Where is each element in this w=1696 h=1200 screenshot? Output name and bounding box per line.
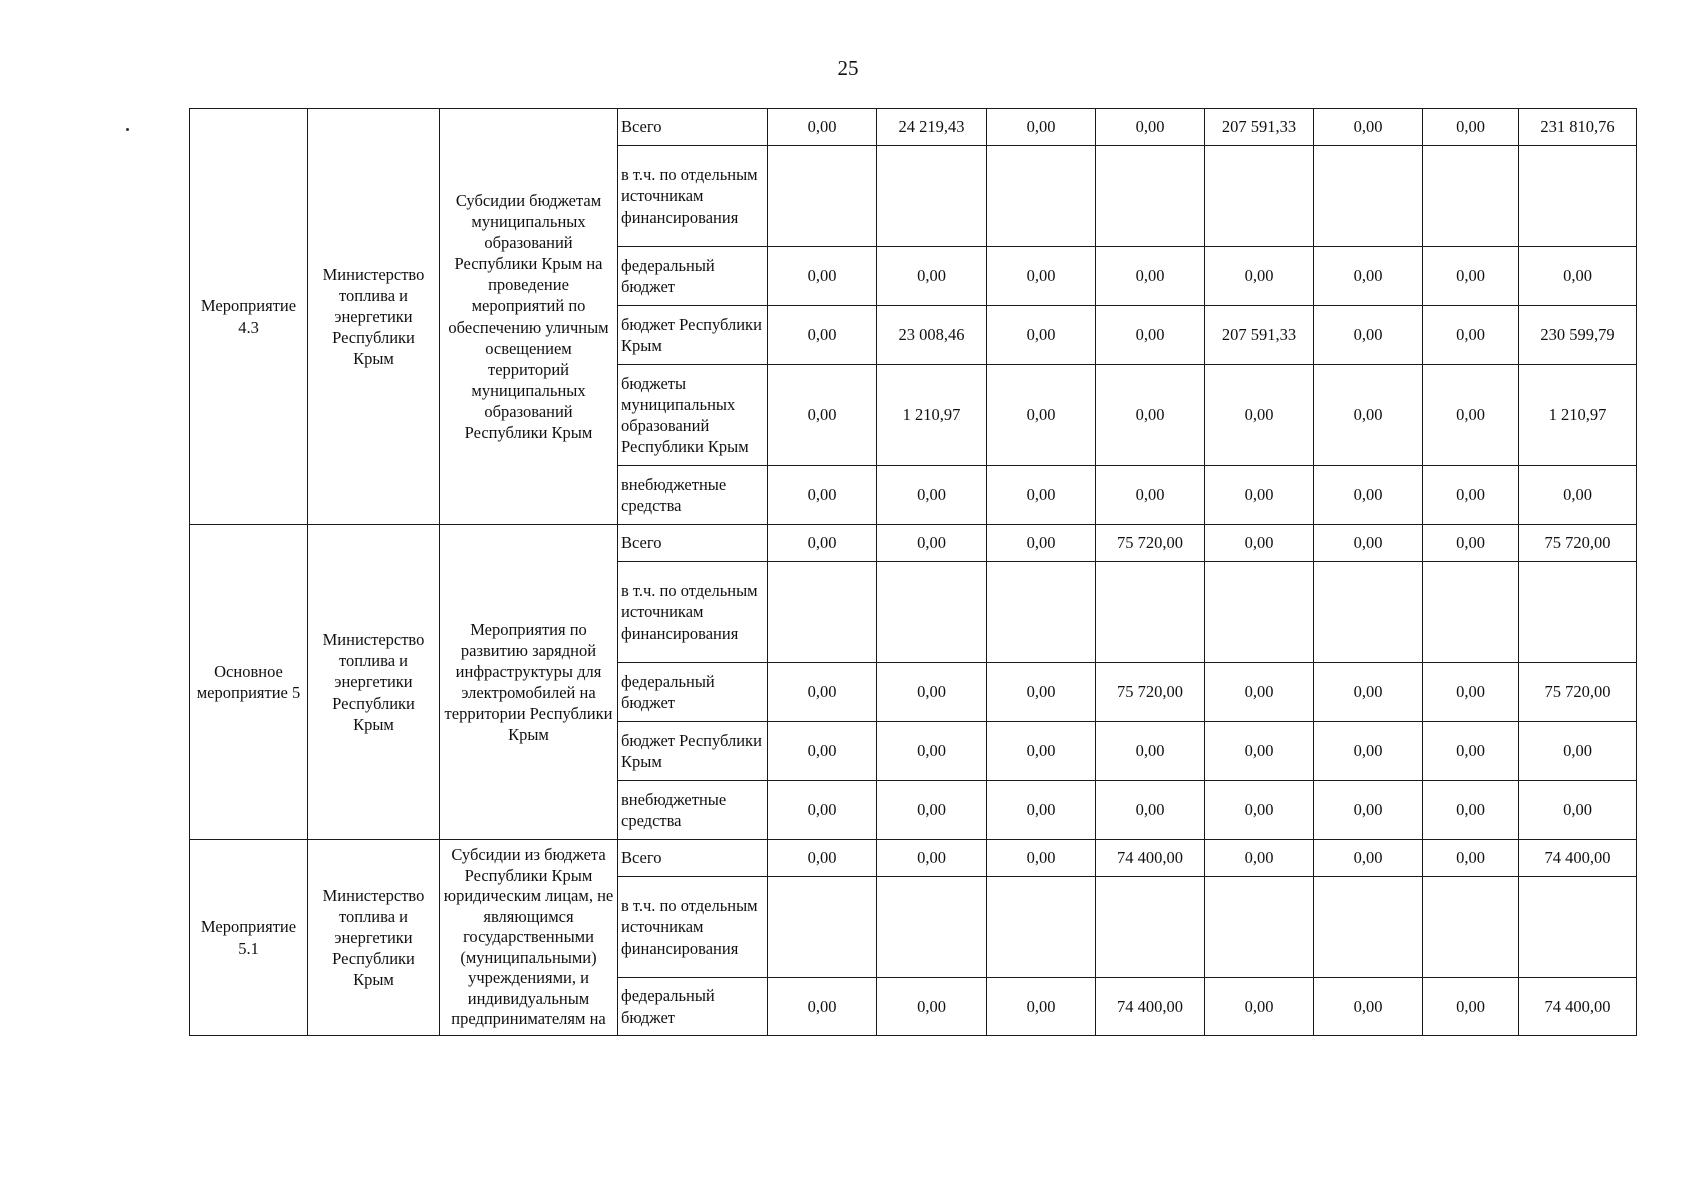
table-row — [190, 840, 1637, 877]
value-cell: 0,00 — [1096, 365, 1205, 466]
value-cell: 0,00 — [1314, 663, 1423, 722]
value-cell — [1205, 146, 1314, 247]
value-cell: 0,00 — [1205, 840, 1314, 877]
value-cell — [1205, 562, 1314, 663]
value-cell: 0,00 — [987, 722, 1096, 781]
source-cell: внебюджетные средства — [618, 781, 768, 840]
value-cell: 0,00 — [1314, 466, 1423, 525]
value-cell: 74 400,00 — [1519, 978, 1637, 1036]
value-cell — [1423, 877, 1519, 978]
event-cell: Основное мероприятие 5 — [190, 525, 308, 840]
table-row — [190, 525, 1637, 562]
value-cell: 0,00 — [768, 722, 877, 781]
value-cell — [1096, 877, 1205, 978]
source-cell: в т.ч. по отдельным источникам финансирования — [618, 146, 768, 247]
value-cell — [1314, 146, 1423, 247]
value-cell: 0,00 — [1314, 722, 1423, 781]
source-cell: бюджеты муниципальных образований Республики Крым — [618, 365, 768, 466]
value-cell: 0,00 — [877, 525, 987, 562]
value-cell: 0,00 — [987, 466, 1096, 525]
value-cell: 0,00 — [877, 663, 987, 722]
value-cell: 0,00 — [987, 365, 1096, 466]
value-cell — [877, 877, 987, 978]
source-cell: в т.ч. по отдельным источникам финансирования — [618, 562, 768, 663]
value-cell: 0,00 — [1205, 466, 1314, 525]
value-cell: 0,00 — [1096, 781, 1205, 840]
value-cell: 231 810,76 — [1519, 109, 1637, 146]
value-cell: 0,00 — [1519, 466, 1637, 525]
source-cell: Всего — [618, 525, 768, 562]
source-cell: Всего — [618, 109, 768, 146]
value-cell — [987, 146, 1096, 247]
value-cell: 0,00 — [1205, 365, 1314, 466]
value-cell: 0,00 — [877, 781, 987, 840]
value-cell — [877, 562, 987, 663]
value-cell — [1205, 877, 1314, 978]
scan-dot — [126, 128, 129, 131]
value-cell: 74 400,00 — [1519, 840, 1637, 877]
executor-cell: Министерство топлива и энергетики Республики Крым — [308, 525, 440, 840]
value-cell: 0,00 — [1423, 722, 1519, 781]
value-cell — [768, 562, 877, 663]
description-cell: Мероприятия по развитию зарядной инфраструктуры для электромобилей на территории Республики Крым — [440, 525, 618, 840]
value-cell — [1519, 146, 1637, 247]
value-cell: 75 720,00 — [1519, 663, 1637, 722]
value-cell: 0,00 — [877, 722, 987, 781]
value-cell — [1519, 877, 1637, 978]
value-cell: 0,00 — [1314, 781, 1423, 840]
value-cell: 0,00 — [1096, 109, 1205, 146]
value-cell: 0,00 — [1314, 109, 1423, 146]
value-cell: 0,00 — [1096, 722, 1205, 781]
value-cell: 75 720,00 — [1096, 525, 1205, 562]
value-cell: 0,00 — [987, 247, 1096, 306]
value-cell: 0,00 — [1423, 840, 1519, 877]
event-cell: Мероприятие 4.3 — [190, 109, 308, 525]
source-cell: федеральный бюджет — [618, 247, 768, 306]
source-cell: Всего — [618, 840, 768, 877]
value-cell: 0,00 — [768, 840, 877, 877]
value-cell: 24 219,43 — [877, 109, 987, 146]
value-cell: 74 400,00 — [1096, 978, 1205, 1036]
value-cell — [768, 146, 877, 247]
value-cell: 0,00 — [1314, 525, 1423, 562]
value-cell: 74 400,00 — [1096, 840, 1205, 877]
event-cell: Мероприятие 5.1 — [190, 840, 308, 1036]
value-cell: 0,00 — [1096, 466, 1205, 525]
value-cell: 0,00 — [768, 466, 877, 525]
value-cell: 0,00 — [1205, 722, 1314, 781]
value-cell — [1096, 562, 1205, 663]
source-cell: федеральный бюджет — [618, 663, 768, 722]
value-cell: 0,00 — [1423, 466, 1519, 525]
value-cell: 0,00 — [1423, 109, 1519, 146]
value-cell — [1423, 562, 1519, 663]
value-cell: 0,00 — [768, 525, 877, 562]
value-cell: 0,00 — [877, 466, 987, 525]
value-cell: 0,00 — [1314, 978, 1423, 1036]
value-cell: 207 591,33 — [1205, 306, 1314, 365]
value-cell — [768, 877, 877, 978]
executor-cell: Министерство топлива и энергетики Республики Крым — [308, 109, 440, 525]
value-cell — [1423, 146, 1519, 247]
value-cell: 0,00 — [1423, 781, 1519, 840]
value-cell: 0,00 — [877, 840, 987, 877]
value-cell: 0,00 — [1423, 365, 1519, 466]
value-cell: 75 720,00 — [1096, 663, 1205, 722]
value-cell: 0,00 — [987, 525, 1096, 562]
value-cell — [1314, 562, 1423, 663]
value-cell: 0,00 — [1096, 306, 1205, 365]
value-cell: 0,00 — [1314, 840, 1423, 877]
value-cell: 0,00 — [1519, 247, 1637, 306]
value-cell: 0,00 — [1423, 663, 1519, 722]
value-cell: 1 210,97 — [877, 365, 987, 466]
table-body — [190, 109, 1637, 1036]
source-cell: бюджет Республики Крым — [618, 722, 768, 781]
source-cell: внебюджетные средства — [618, 466, 768, 525]
source-cell: бюджет Республики Крым — [618, 306, 768, 365]
value-cell: 0,00 — [987, 663, 1096, 722]
value-cell: 0,00 — [1423, 247, 1519, 306]
value-cell — [1314, 877, 1423, 978]
value-cell: 0,00 — [768, 781, 877, 840]
value-cell: 0,00 — [1519, 781, 1637, 840]
value-cell: 0,00 — [987, 978, 1096, 1036]
value-cell: 230 599,79 — [1519, 306, 1637, 365]
value-cell: 1 210,97 — [1519, 365, 1637, 466]
value-cell — [987, 877, 1096, 978]
value-cell: 0,00 — [768, 365, 877, 466]
value-cell: 0,00 — [877, 978, 987, 1036]
value-cell: 0,00 — [877, 247, 987, 306]
page-number: 25 — [837, 56, 859, 80]
value-cell — [987, 562, 1096, 663]
value-cell: 75 720,00 — [1519, 525, 1637, 562]
value-cell: 0,00 — [987, 306, 1096, 365]
value-cell: 0,00 — [1205, 247, 1314, 306]
value-cell: 0,00 — [768, 306, 877, 365]
value-cell: 0,00 — [987, 840, 1096, 877]
value-cell: 207 591,33 — [1205, 109, 1314, 146]
value-cell: 0,00 — [1205, 978, 1314, 1036]
value-cell: 0,00 — [1096, 247, 1205, 306]
value-cell: 0,00 — [1314, 306, 1423, 365]
executor-cell: Министерство топлива и энергетики Республики Крым — [308, 840, 440, 1036]
value-cell: 0,00 — [987, 109, 1096, 146]
value-cell: 0,00 — [1314, 247, 1423, 306]
table-row — [190, 109, 1637, 146]
value-cell: 0,00 — [768, 978, 877, 1036]
description-cell: Субсидии бюджетам муниципальных образований Республики Крым на проведение мероприятий по обеспечению уличным освещением территорий муниципальных образований Республики Крым — [440, 109, 618, 525]
value-cell: 0,00 — [987, 781, 1096, 840]
value-cell: 0,00 — [1423, 978, 1519, 1036]
value-cell — [1096, 146, 1205, 247]
value-cell: 0,00 — [768, 247, 877, 306]
description-cell: Субсидии из бюджета Республики Крым юридическим лицам, не являющимся государственными (муниципальными) учреждениями, и индивидуальным предпринимателям на — [440, 840, 618, 1036]
value-cell — [1519, 562, 1637, 663]
value-cell: 0,00 — [1205, 525, 1314, 562]
value-cell: 0,00 — [1423, 525, 1519, 562]
value-cell: 0,00 — [768, 109, 877, 146]
value-cell: 0,00 — [1205, 781, 1314, 840]
budget-table — [189, 108, 1637, 1036]
value-cell: 0,00 — [1519, 722, 1637, 781]
source-cell: федеральный бюджет — [618, 978, 768, 1036]
value-cell: 0,00 — [1423, 306, 1519, 365]
value-cell: 0,00 — [768, 663, 877, 722]
value-cell: 0,00 — [1314, 365, 1423, 466]
value-cell: 23 008,46 — [877, 306, 987, 365]
value-cell — [877, 146, 987, 247]
source-cell: в т.ч. по отдельным источникам финансирования — [618, 877, 768, 978]
value-cell: 0,00 — [1205, 663, 1314, 722]
